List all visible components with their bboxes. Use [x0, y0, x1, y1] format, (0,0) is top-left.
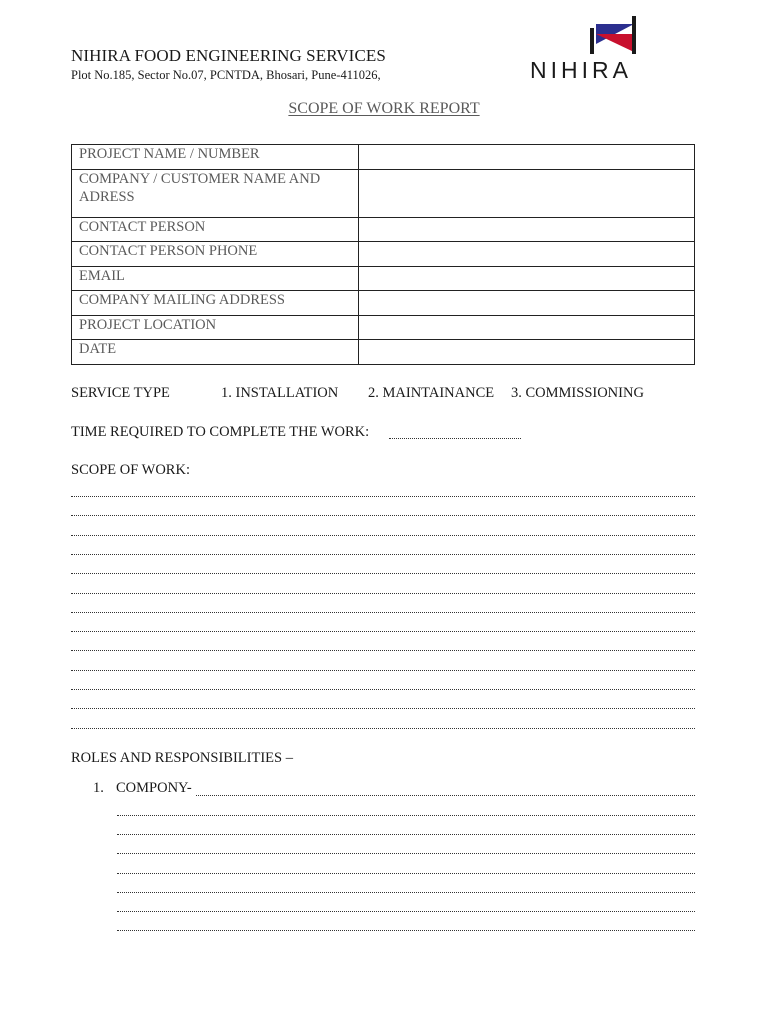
roles-title: ROLES AND RESPONSIBILITIES – — [71, 750, 293, 766]
scope-of-work-label: SCOPE OF WORK: — [71, 462, 190, 478]
service-option-installation[interactable]: 1. INSTALLATION — [221, 385, 339, 401]
table-row — [72, 266, 695, 291]
table-row — [72, 340, 695, 365]
field-value[interactable] — [359, 266, 695, 291]
roles-item-company — [93, 780, 192, 797]
dotted-writing-line[interactable] — [71, 573, 695, 574]
table-row — [72, 169, 695, 217]
table-row — [72, 145, 695, 170]
dotted-writing-line[interactable] — [71, 593, 695, 594]
field-label: COMPANY MAILING ADDRESS — [72, 291, 359, 316]
project-info-table — [71, 144, 695, 365]
field-value[interactable] — [359, 315, 695, 340]
field-label: EMAIL — [72, 266, 359, 291]
time-required-field[interactable] — [389, 438, 521, 439]
field-value[interactable] — [359, 340, 695, 365]
field-value[interactable] — [359, 291, 695, 316]
company-name: NIHIRA FOOD ENGINEERING SERVICES — [71, 46, 386, 65]
field-label: CONTACT PERSON — [72, 217, 359, 242]
company-responsibility-field[interactable] — [196, 795, 695, 796]
dotted-writing-line[interactable] — [117, 873, 695, 874]
field-label: DATE — [72, 340, 359, 365]
logo-text: NIHIRA — [530, 57, 632, 82]
field-label: PROJECT LOCATION — [72, 315, 359, 340]
dotted-writing-line[interactable] — [117, 815, 695, 816]
dotted-writing-line[interactable] — [71, 631, 695, 632]
dotted-writing-line[interactable] — [71, 708, 695, 709]
service-option-commissioning[interactable]: 3. COMMISSIONING — [511, 385, 644, 401]
table-row — [72, 291, 695, 316]
field-label: COMPANY / CUSTOMER NAME AND ADRESS — [72, 169, 359, 217]
dotted-writing-line[interactable] — [117, 892, 695, 893]
dotted-writing-line[interactable] — [71, 515, 695, 516]
dotted-writing-line[interactable] — [71, 496, 695, 497]
time-required-label: TIME REQUIRED TO COMPLETE THE WORK: — [71, 424, 370, 440]
dotted-writing-line[interactable] — [117, 834, 695, 835]
dotted-writing-line[interactable] — [117, 911, 695, 912]
service-option-maintenance[interactable]: 2. MAINTAINANCE — [368, 385, 495, 401]
field-value[interactable] — [359, 217, 695, 242]
table-row — [72, 315, 695, 340]
field-label: CONTACT PERSON PHONE — [72, 242, 359, 267]
roles-item-number: 1. — [93, 780, 104, 796]
dotted-writing-line[interactable] — [71, 650, 695, 651]
field-value[interactable] — [359, 145, 695, 170]
service-type-label: SERVICE TYPE — [71, 385, 170, 401]
dotted-writing-line[interactable] — [117, 930, 695, 931]
dotted-writing-line[interactable] — [71, 612, 695, 613]
dotted-writing-line[interactable] — [71, 535, 695, 536]
dotted-writing-line[interactable] — [71, 728, 695, 729]
field-label: PROJECT NAME / NUMBER — [72, 145, 359, 170]
dotted-writing-line[interactable] — [71, 670, 695, 671]
dotted-writing-line[interactable] — [71, 689, 695, 690]
flag-icon — [590, 16, 636, 54]
table-row — [72, 242, 695, 267]
dotted-writing-line[interactable] — [71, 554, 695, 555]
roles-item-label: COMPONY- — [116, 780, 192, 796]
field-value[interactable] — [359, 169, 695, 217]
nihira-logo — [528, 12, 703, 82]
dotted-writing-line[interactable] — [117, 853, 695, 854]
report-title: SCOPE OF WORK REPORT — [288, 100, 480, 117]
table-row — [72, 217, 695, 242]
company-address: Plot No.185, Sector No.07, PCNTDA, Bhosari, Pune-411026, — [71, 68, 381, 82]
field-value[interactable] — [359, 242, 695, 267]
